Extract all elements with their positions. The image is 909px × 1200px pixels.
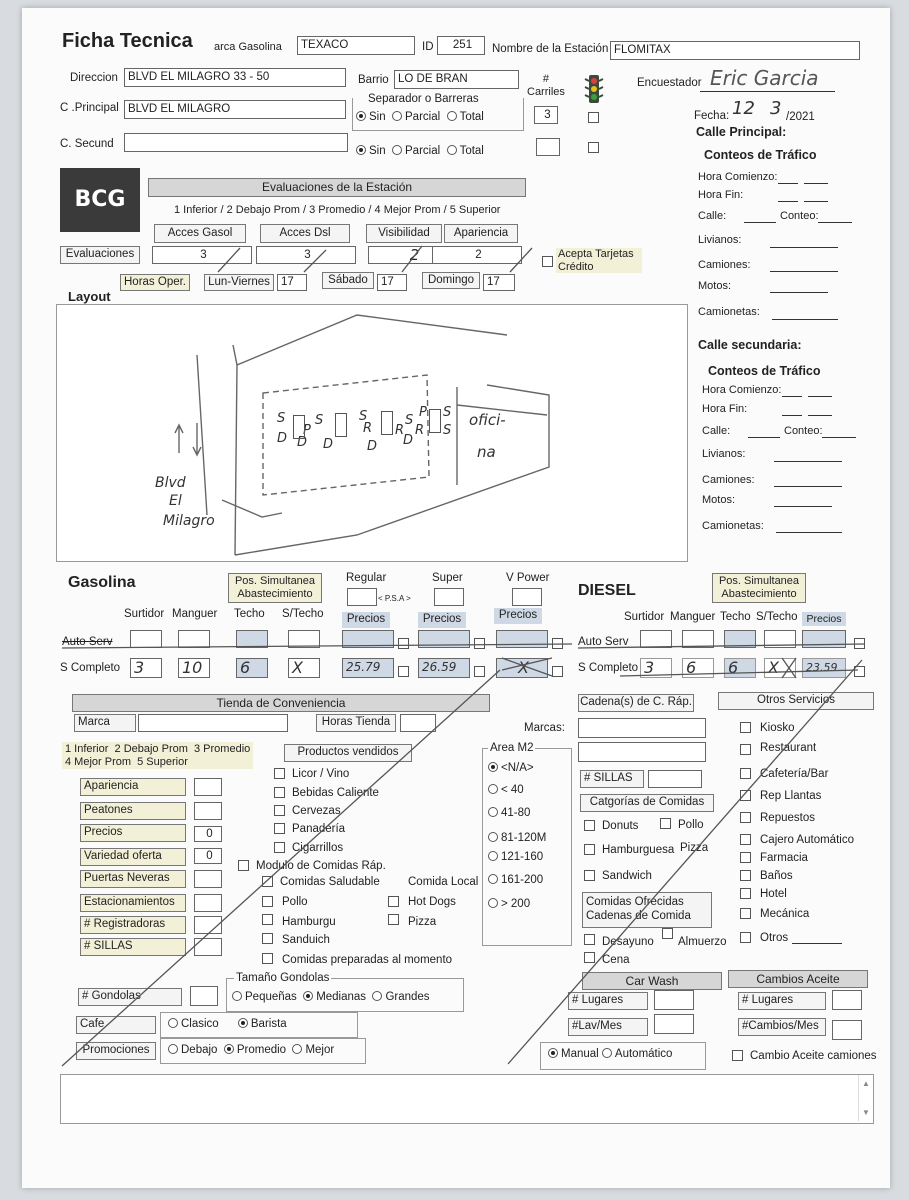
otros-banos: Baños	[760, 870, 793, 882]
area-opt-200[interactable]: > 200	[488, 898, 530, 911]
gas-s-precio-super[interactable]: 26.59	[418, 658, 470, 678]
eval-col-apariencia: Apariencia	[444, 224, 518, 243]
layout-sketch-s4: S	[405, 413, 414, 428]
layout-oficina-2: na	[477, 443, 496, 461]
gas-scompleto: S Completo	[60, 662, 121, 674]
gasolina-title: Gasolina	[68, 574, 136, 591]
encuestador-value[interactable]: Eric Garcia	[710, 66, 819, 90]
ts-camionetas: Camionetas:	[702, 520, 764, 532]
calle-secundaria-title: Calle secundaria:	[698, 338, 802, 352]
direccion-field[interactable]: BLVD EL MILAGRO 33 - 50	[124, 68, 346, 87]
separador-radios-2[interactable]: Sin Parcial Total	[356, 145, 484, 158]
dsl-s-manguer[interactable]: 6	[682, 658, 714, 678]
tienda-title: Tienda de Conveniencia	[72, 694, 490, 712]
tp-livianos: Livianos:	[698, 234, 742, 246]
layout-sketch-s6: S	[443, 423, 452, 438]
tienda-precios: Precios	[80, 824, 186, 842]
id-label: ID	[422, 41, 434, 53]
dsl-precios: Precios	[802, 612, 846, 626]
almuerzo-label: Almuerzo	[678, 936, 727, 948]
marcas-label: Marcas:	[524, 722, 565, 734]
tp-hora-com: Hora Comienzo:	[698, 171, 778, 183]
dsl-s-precio[interactable]: 23.59	[802, 658, 846, 678]
layout-sketch-d4: D	[403, 433, 414, 448]
layout-label: Layout	[68, 289, 111, 304]
eval-scale: 1 Inferior / 2 Debajo Prom / 3 Promedio / 4 Mejor Prom / 5 Superior	[174, 204, 501, 216]
eval-apariencia-field[interactable]: 2	[432, 246, 522, 264]
dsl-col-stecho: S/Techo	[756, 611, 798, 623]
marca-label: arca Gasolina	[214, 41, 282, 53]
gas-s-techo[interactable]: 6	[236, 658, 268, 678]
lun-viernes-label: Lun-Viernes	[204, 274, 274, 291]
domingo-label: Domingo	[422, 272, 480, 289]
gas-col-stecho: S/Techo	[282, 608, 324, 620]
cafe-label: Cafe	[76, 1016, 156, 1034]
layout-sketch-s1: S	[277, 411, 286, 426]
comida-sanduich: Sanduich	[282, 934, 330, 946]
cprincipal-field[interactable]: BLVD EL MILAGRO	[124, 100, 346, 119]
productos-vendidos-label: Productos vendidos	[284, 744, 412, 762]
hot-dogs: Hot Dogs	[408, 896, 456, 908]
tienda-variedad: Variedad oferta	[80, 848, 186, 866]
cat-pollo: Pollo	[678, 819, 704, 831]
area-opt-81-120[interactable]: 81-120M	[488, 832, 546, 845]
tienda-precios-field[interactable]: 0	[194, 826, 222, 842]
scroll-up-icon[interactable]: ▲	[862, 1079, 870, 1088]
aceite-lugares-label: # Lugares	[738, 992, 826, 1010]
gas-s-precio-vpower[interactable]: X	[496, 658, 548, 678]
ts-hora-fin: Hora Fin:	[702, 403, 748, 415]
ts-camiones: Camiones:	[702, 474, 755, 486]
fecha-day[interactable]: 12	[732, 98, 755, 119]
area-opt-121-160[interactable]: 121-160	[488, 851, 543, 864]
dsl-scompleto: S Completo	[578, 662, 639, 674]
area-opt-na[interactable]: <N/A>	[488, 762, 534, 775]
otros-cafeteria: Cafetería/Bar	[760, 768, 829, 780]
tienda-apariencia: Apariencia	[80, 778, 186, 796]
barrio-label: Barrio	[358, 74, 389, 86]
tienda-puertas: Puertas Neveras	[80, 870, 186, 888]
tienda-marca-label: Marca	[74, 714, 136, 732]
eval-title: Evaluaciones de la Estación	[148, 178, 526, 197]
prod-cervezas: Cervezas	[292, 805, 341, 817]
eval-col-acces-gasol: Acces Gasol	[154, 224, 246, 243]
eval-acces-gasol-field[interactable]: 3	[152, 246, 252, 264]
otros-kiosko: Kiosko	[760, 722, 795, 734]
layout-blvd: Blvd	[155, 475, 186, 491]
cadena-sillas-label: # SILLAS	[580, 770, 644, 788]
otros-restaurant: Restaurant	[760, 742, 817, 754]
layout-sketch-d1: D	[277, 431, 288, 446]
comidas-saludable: Comidas Saludable	[280, 876, 380, 888]
desayuno-label: Desayuno	[602, 936, 654, 948]
gas-col-surtidor: Surtidor	[124, 608, 165, 620]
prod-bebidas: Bebidas Caliente	[292, 787, 379, 799]
otros-title: Otros Servicios	[718, 692, 874, 710]
ts-motos: Motos:	[702, 494, 736, 506]
diesel-pos-sim: Pos. Simultanea Abastecimiento	[712, 573, 806, 603]
promos-radios[interactable]: Debajo Promedio Mejor	[168, 1044, 334, 1057]
prod-panaderia: Panadería	[292, 823, 346, 835]
tienda-variedad-field[interactable]: 0	[194, 848, 222, 864]
layout-sketch-d3: D	[367, 439, 378, 454]
promociones-label: Promociones	[76, 1042, 156, 1060]
layout-sketch-r2: R	[395, 423, 405, 438]
otros-otros: Otros	[760, 932, 789, 944]
sabado-label: Sábado	[322, 272, 374, 289]
form-title: Ficha Tecnica	[62, 30, 193, 52]
gas-precios-regular: Precios	[342, 612, 390, 628]
tp-camiones: Camiones:	[698, 259, 751, 271]
eval-visibilidad-field[interactable]: 2	[368, 246, 458, 264]
evaluaciones-label: Evaluaciones	[60, 246, 140, 264]
otros-hotel: Hotel	[760, 888, 787, 900]
layout-sketch-p1: P	[419, 405, 427, 420]
comidas-ofrecidas-label: Comidas Ofrecidas Cadenas de Comida	[582, 892, 712, 928]
domingo-field[interactable]: 17	[483, 274, 515, 291]
dsl-auto-serv: Auto Serv	[578, 636, 629, 648]
gas-s-stecho[interactable]: X	[288, 658, 320, 678]
comida-local: Comida Local	[408, 876, 479, 888]
acepta-tarjetas-label: Acepta Tarjetas Crédito	[556, 248, 642, 273]
tienda-registradoras: # Registradoras	[80, 916, 186, 934]
gas-col-techo: Techo	[234, 608, 265, 620]
sabado-field[interactable]: 17	[377, 274, 407, 291]
ts-hora-com: Hora Comienzo:	[702, 384, 782, 396]
bcg-logo: BCG	[60, 168, 140, 232]
dsl-col-techo: Techo	[720, 611, 751, 623]
tienda-sillas: # SILLAS	[80, 938, 186, 956]
cat-sandwich: Sandwich	[602, 870, 652, 882]
conteos-principal-title: Conteos de Tráfico	[704, 148, 817, 162]
psa-label: < P.S.A >	[378, 594, 411, 603]
nombre-label: Nombre de la Estación	[492, 43, 609, 55]
layout-oficina-1: ofici-	[469, 411, 506, 429]
gas-s-surtidor[interactable]: 3	[130, 658, 162, 678]
tienda-estacionamientos: Estacionamientos	[80, 894, 186, 912]
layout-sketch-s2: S	[315, 413, 324, 428]
tp-hora-fin: Hora Fin:	[698, 189, 744, 201]
eval-col-visibilidad: Visibilidad	[366, 224, 442, 243]
id-field[interactable]: 251	[437, 36, 485, 55]
calle-principal-title: Calle Principal:	[696, 125, 787, 139]
gas-pos-sim: Pos. Simultanea Abastecimiento	[228, 573, 322, 603]
regular-label: Regular	[346, 572, 387, 584]
dsl-s-techo[interactable]: 6	[724, 658, 756, 678]
otros-repuestos: Repuestos	[760, 812, 815, 824]
layout-sketch-p2: P	[303, 423, 311, 438]
vpower-label: V Power	[506, 572, 550, 584]
cena-label: Cena	[602, 954, 630, 966]
scroll-down-icon[interactable]: ▼	[862, 1108, 870, 1117]
csecund-label: C. Secund	[60, 138, 114, 150]
eval-col-acces-dsl: Acces Dsl	[260, 224, 350, 243]
tp-calle: Calle:	[698, 210, 727, 222]
form-sheet	[22, 8, 890, 1188]
carriles-label: # Carriles	[527, 73, 565, 98]
otros-farmacia: Farmacia	[760, 852, 808, 864]
categorias-label: Catgorías de Comidas	[580, 794, 714, 812]
gas-s-precio-regular[interactable]: 25.79	[342, 658, 394, 678]
dsl-col-manguer: Manguer	[670, 611, 716, 623]
layout-sketch-r1: R	[363, 421, 373, 436]
tamano-radios[interactable]: Pequeñas Medianas Grandes	[232, 991, 430, 1004]
diesel-title: DIESEL	[578, 582, 636, 599]
aceite-camiones-label: Cambio Aceite camiones	[750, 1050, 877, 1062]
layout-sketch-s3: S	[359, 409, 368, 424]
barrio-field[interactable]: LO DE BRAN	[394, 70, 519, 89]
comida-hamburgu: Hamburgu	[282, 916, 336, 928]
carriles-field-1[interactable]: 3	[534, 106, 558, 124]
otros-cajero: Cajero Automático	[760, 834, 854, 846]
conteos-secundaria-title: Conteos de Tráfico	[708, 364, 821, 378]
aceite-cambios-label: #Cambios/Mes	[738, 1018, 826, 1036]
dsl-s-surtidor[interactable]: 3	[640, 658, 672, 678]
tamano-label: Tamaño Gondolas	[236, 972, 330, 984]
layout-sketch-r3: R	[415, 423, 425, 438]
horas-label: Horas Oper.	[120, 274, 190, 291]
fecha-year: /2021	[786, 111, 815, 123]
area-opt-41-80[interactable]: 41-80	[488, 807, 530, 820]
cafe-radios[interactable]: Clasico Barista	[168, 1018, 287, 1031]
aceite-title: Cambios Aceite	[728, 970, 868, 988]
dsl-s-stecho[interactable]: X	[764, 658, 796, 678]
comida-preparadas: Comidas preparadas al momento	[282, 954, 453, 966]
strike-lines	[22, 8, 890, 1188]
dsl-col-surtidor: Surtidor	[624, 611, 665, 623]
layout-sketch-s5: S	[443, 405, 452, 420]
ts-livianos: Livianos:	[702, 448, 746, 460]
nombre-field[interactable]: FLOMITAX	[610, 41, 860, 60]
cadena-title: Cadena(s) de C. Ráp.	[578, 694, 694, 712]
cat-pizza: Pizza	[680, 842, 709, 854]
prod-licor: Licor / Vino	[292, 768, 350, 780]
lun-viernes-field[interactable]: 17	[277, 274, 307, 291]
carwash-lav-label: #Lav/Mes	[568, 1018, 648, 1036]
gas-col-manguer: Manguer	[172, 608, 218, 620]
gas-precios-super: Precios	[418, 612, 466, 628]
horas-tienda-label: Horas Tienda	[316, 714, 396, 732]
area-opt-161-200[interactable]: 161-200	[488, 874, 543, 887]
tp-camionetas: Camionetas:	[698, 306, 760, 318]
area-label: Area M2	[490, 742, 534, 754]
cat-hamburguesa: Hamburguesa	[602, 844, 675, 856]
carwash-title: Car Wash	[582, 972, 722, 990]
carwash-radios[interactable]: Manual Automático	[548, 1048, 672, 1061]
tienda-scale: 1 Inferior 2 Debajo Prom 3 Promedio 4 Mejor Prom 5 Superior	[62, 742, 253, 769]
gas-s-manguer[interactable]: 10	[178, 658, 210, 678]
fecha-label: Fecha:	[694, 110, 730, 122]
tp-conteo: Conteo:	[780, 210, 819, 222]
prod-cigarrillos: Cigarrillos	[292, 842, 344, 854]
gondolas-label: # Gondolas	[78, 988, 182, 1006]
comida-pollo: Pollo	[282, 896, 308, 908]
area-opt-40[interactable]: < 40	[488, 784, 524, 797]
super-label: Super	[432, 572, 463, 584]
layout-sketch-d2: D	[323, 437, 334, 452]
gas-auto-serv: Auto Serv	[62, 636, 113, 648]
separador-label: Separador o Barreras	[368, 93, 479, 105]
otros-mecanica: Mecánica	[760, 908, 810, 920]
comida-pizza: Pizza	[408, 916, 437, 928]
tp-motos: Motos:	[698, 280, 732, 292]
otros-llantas: Rep Llantas	[760, 790, 822, 802]
ts-conteo: Conteo:	[784, 425, 823, 437]
layout-sketch-d5: D	[297, 435, 308, 450]
layout-el: El	[169, 493, 182, 509]
gas-precios-vpower: Precios	[494, 608, 542, 624]
marca-field[interactable]: TEXACO	[297, 36, 415, 55]
encuestador-label: Encuestador	[637, 77, 702, 89]
layout-milagro: Milagro	[163, 513, 215, 529]
carwash-lugares-label: # Lugares	[568, 992, 648, 1010]
direccion-label: Direccion	[70, 72, 118, 84]
separador-radios-1[interactable]: Sin Parcial Total	[356, 111, 484, 124]
ts-calle: Calle:	[702, 425, 731, 437]
cprincipal-label: C .Principal	[60, 102, 119, 114]
fecha-month[interactable]: 3	[770, 98, 782, 119]
eval-acces-dsl-field[interactable]: 3	[256, 246, 356, 264]
cat-donuts: Donuts	[602, 820, 639, 832]
modulo-label: Modulo de Comidas Ráp.	[256, 860, 386, 872]
tienda-peatones: Peatones	[80, 802, 186, 820]
